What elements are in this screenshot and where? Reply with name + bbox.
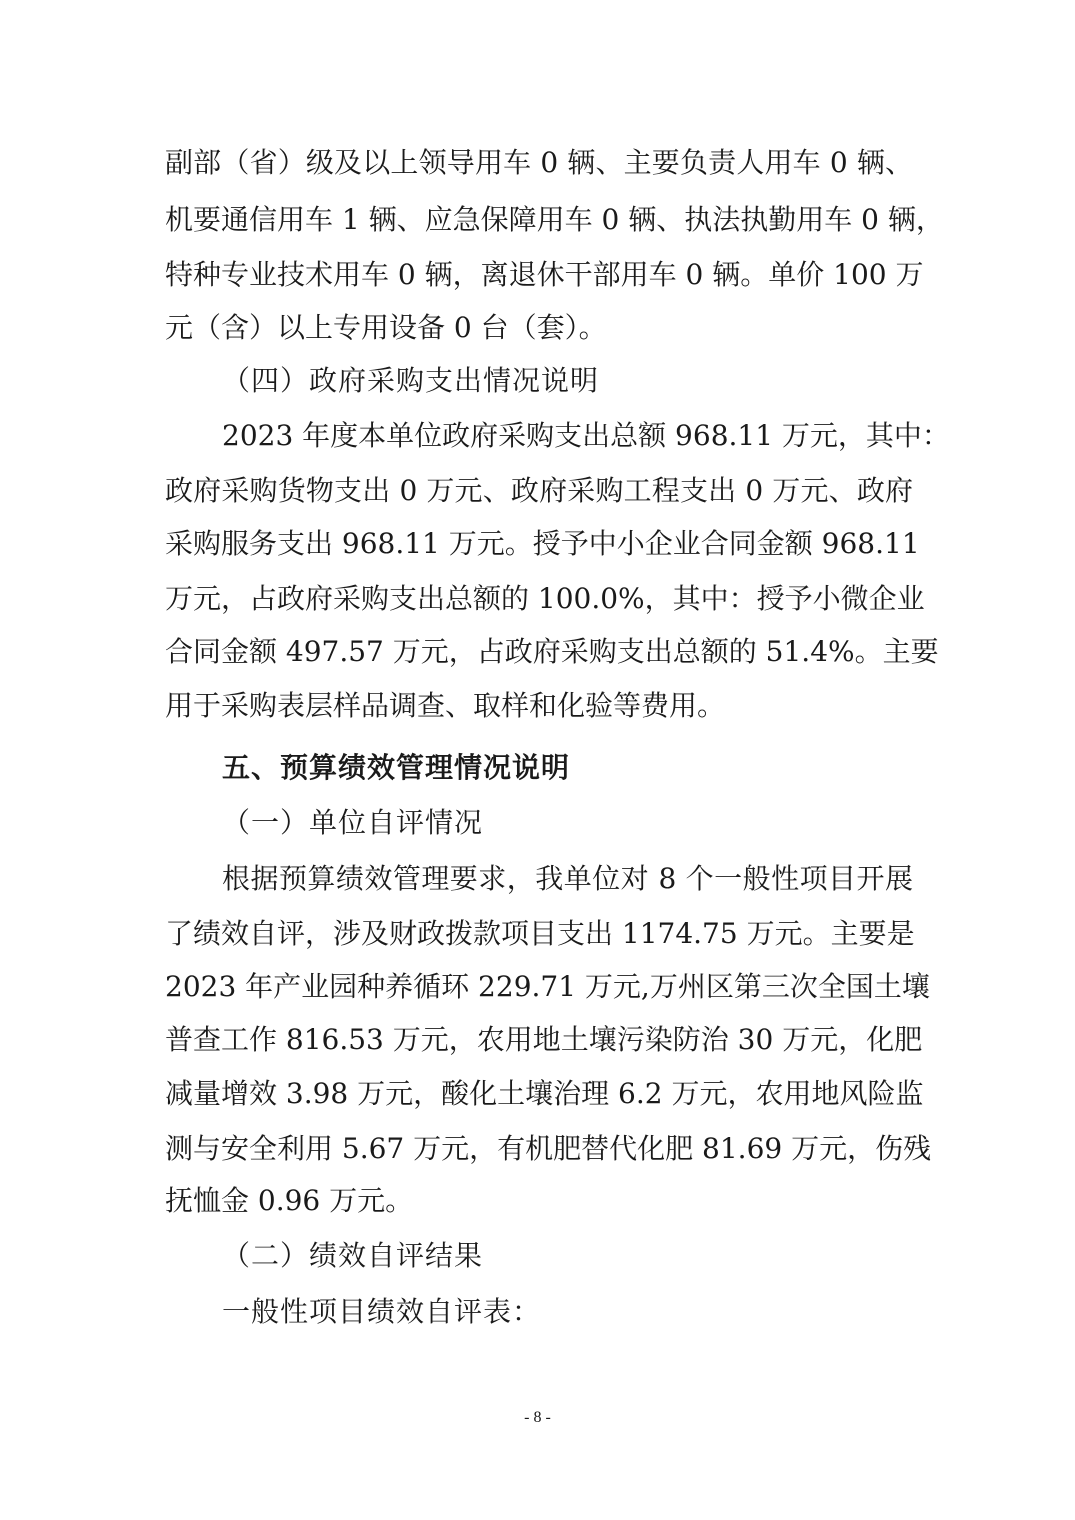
paragraph-line: 合同金额 497.57 万元，占政府采购支出总额的 51.4%。主要	[165, 635, 939, 668]
paragraph-line: 用于采购表层样品调查、取样和化验等费用。	[165, 689, 726, 722]
paragraph-line: 采购服务支出 968.11 万元。授予中小企业合同金额 968.11	[165, 527, 920, 560]
table-intro-text: 一般性项目绩效自评表：	[222, 1295, 542, 1328]
paragraph-line: 元（含）以上专用设备 0 台（套）。	[165, 311, 607, 344]
paragraph-line: 根据预算绩效管理要求，我单位对 8 个一般性项目开展	[222, 862, 913, 895]
section-heading-self-evaluation: （一）单位自评情况	[222, 806, 484, 839]
section-heading-budget-performance: 五、预算绩效管理情况说明	[222, 751, 571, 784]
paragraph-line: 2023 年度本单位政府采购支出总额 968.11 万元，其中：	[222, 419, 950, 452]
paragraph-line: 测与安全利用 5.67 万元，有机肥替代化肥 81.69 万元，伤残	[165, 1132, 932, 1165]
paragraph-line: 机要通信用车 1 辆、应急保障用车 0 辆、执法执勤用车 0 辆，	[165, 203, 944, 236]
paragraph-line: 政府采购货物支出 0 万元、政府采购工程支出 0 万元、政府	[165, 474, 913, 507]
paragraph-line: 万元，占政府采购支出总额的 100.0%，其中：授予小微企业	[165, 582, 925, 615]
section-heading-self-evaluation-results: （二）绩效自评结果	[222, 1239, 484, 1272]
paragraph-line: 普查工作 816.53 万元，农用地土壤污染防治 30 万元，化肥	[165, 1023, 923, 1056]
paragraph-line: 了绩效自评，涉及财政拨款项目支出 1174.75 万元。主要是	[165, 917, 915, 950]
paragraph-line: 减量增效 3.98 万元，酸化土壤治理 6.2 万元，农用地风险监	[165, 1077, 924, 1110]
section-heading-procurement: （四）政府采购支出情况说明	[222, 364, 600, 397]
paragraph-line: 副部（省）级及以上领导用车 0 辆、主要负责人用车 0 辆、	[165, 146, 913, 179]
paragraph-line: 2023 年产业园种养循环 229.71 万元,万州区第三次全国土壤	[165, 970, 930, 1003]
paragraph-line: 抚恤金 0.96 万元。	[165, 1184, 414, 1217]
paragraph-line: 特种专业技术用车 0 辆，离退休干部用车 0 辆。单价 100 万	[165, 258, 924, 291]
page-number: - 8 -	[524, 1409, 551, 1426]
